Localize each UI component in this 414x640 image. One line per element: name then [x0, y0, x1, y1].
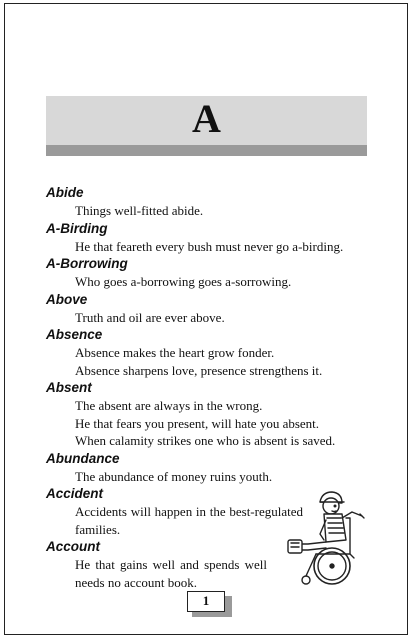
proverb-line: When calamity strikes one who is absent is saved.	[75, 433, 336, 448]
proverb-line: He that feareth every bush must never go a-birding.	[75, 238, 344, 254]
entry-heading: Absent	[46, 380, 92, 395]
proverb-line: The absent are always in the wrong.	[75, 398, 263, 413]
entry-abundance	[46, 450, 376, 486]
banner-shadow-bar	[46, 145, 367, 156]
entry-heading: A-Borrowing	[46, 256, 128, 271]
entry-heading: Abide	[46, 185, 84, 200]
entry-heading: Abundance	[46, 450, 120, 466]
proverb-line: He that fears you present, will hate you absent.	[75, 415, 320, 431]
proverb-line: Who goes a-borrowing goes a-sorrowing.	[75, 274, 292, 289]
proverb-line: Accidents will happen in the best-regulated families.	[75, 504, 303, 537]
proverb-line: Absence makes the heart grow fonder.	[75, 345, 275, 360]
entry-heading: Absence	[46, 327, 103, 342]
proverb-line: He that gains well and spends well needs no account book.	[75, 557, 267, 590]
entry-heading: Accident	[46, 486, 104, 501]
entry-above	[46, 291, 376, 327]
chapter-letter: A	[192, 96, 221, 141]
proverb-line: Absence sharpens love, presence strengthens it.	[75, 362, 323, 378]
entry-heading: Above	[46, 291, 88, 307]
entry-abide	[46, 184, 376, 220]
entry-a-birding	[46, 220, 376, 256]
wheelchair-person-illustration	[286, 488, 366, 588]
entry-a-borrowing	[46, 255, 376, 291]
proverb-line: Truth and oil are ever above.	[75, 309, 225, 325]
entry-heading: A-Birding	[46, 220, 108, 236]
proverb-line: Things well-fitted abide.	[75, 203, 204, 218]
proverb-line: The abundance of money ruins youth.	[75, 468, 273, 484]
entry-heading: Account	[46, 539, 100, 554]
entry-absent	[46, 379, 376, 450]
entry-absence	[46, 326, 376, 379]
page-number: 1	[187, 591, 225, 612]
chapter-banner	[46, 96, 367, 156]
